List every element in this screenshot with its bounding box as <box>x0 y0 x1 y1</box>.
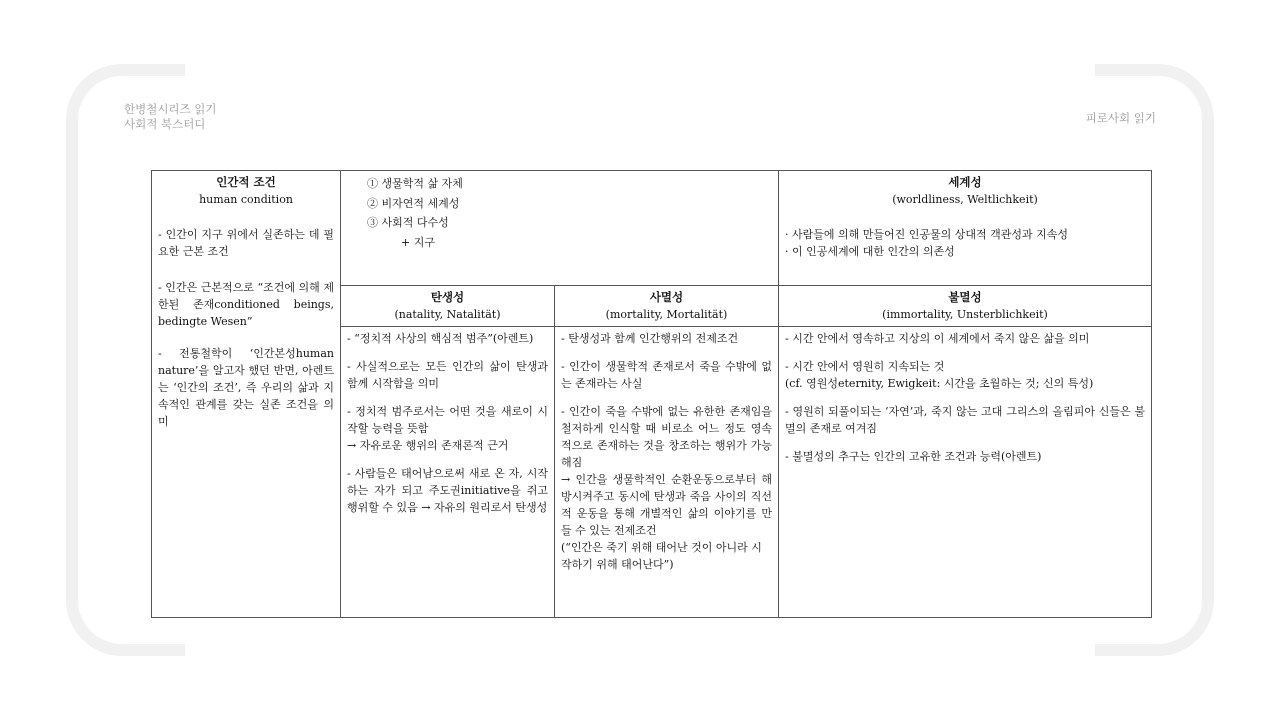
natality-p4: - 사람들은 태어남으로써 새로 온 자, 시작하는 자가 되고 주도권initiative을 쥐고 행위할 수 있음 → 자유의 원리로서 탄생성 <box>347 467 548 514</box>
immortality-p1: - 시간 안에서 영속하고 지상의 이 세계에서 죽지 않은 삶을 의미 <box>785 332 1090 345</box>
header-left <box>124 102 217 132</box>
study-title: 사회적 북스터디 <box>124 117 206 131</box>
condition-title: 인간적 조건 <box>216 175 276 189</box>
mortality-p3: - 인간이 죽을 수밖에 없는 유한한 존재임을 철저하게 인식할 때 비로소 어느 정도 영속적으로 존재하는 것을 창조하는 행위가 가능해짐 <box>561 405 772 469</box>
mortality-p3b: → 인간을 생물학적인 순환운동으로부터 해방시켜주고 동시에 탄생과 죽음 사이의 직선적 운동을 통해 개별적인 삶의 이야기를 만들 수 있는 전제조건 <box>561 473 772 537</box>
mortality-subtitle: (mortality, Mortalität) <box>605 308 728 321</box>
natality-header <box>341 286 555 327</box>
immortality-title: 불멸성 <box>948 290 982 304</box>
worldliness-title: 세계성 <box>948 175 982 189</box>
natality-p3: - 정치적 범주로서는 어떤 것을 새로이 시작할 능력을 뜻함 <box>347 405 548 435</box>
human-condition-table <box>151 170 1152 618</box>
immortality-subtitle: (immortality, Unsterblichkeit) <box>882 308 1048 321</box>
mortality-title: 사멸성 <box>649 290 684 304</box>
natality-p1: - “정치적 사상의 핵심적 범주”(아렌트) <box>347 332 534 345</box>
condition-p2: - 인간은 근본적으로 “조건에 의해 제한된 존재conditioned beings, bedingte Wesen” <box>158 281 334 328</box>
mortality-p3c: (“인간은 죽기 위해 태어난 것이 아니라 시작하기 위해 태어난다”) <box>561 541 762 571</box>
condition-item-3: ③ 사회적 다수성 <box>367 216 449 229</box>
condition-p1: - 인간이 지구 위에서 실존하는 데 필요한 근본 조건 <box>158 228 334 258</box>
mortality-body <box>555 327 779 618</box>
frame-gap-bottom <box>185 640 1095 662</box>
immortality-body <box>779 327 1152 618</box>
frame-gap-top <box>185 60 1095 82</box>
immortality-p3: - 영원히 되풀이되는 ‘자연’과, 죽지 않는 고대 그리스의 올림피아 신들은 불멸의 존재로 여겨짐 <box>785 405 1145 435</box>
worldliness-bullet-1: · 사람들에 의해 만들어진 인공물의 상대적 객관성과 지속성 <box>785 228 1068 241</box>
mortality-p2: - 인간이 생물학적 존재로서 죽을 수밖에 없는 존재라는 사실 <box>561 360 772 390</box>
mortality-p1: - 탄생성과 함께 인간행위의 전제조건 <box>561 332 739 345</box>
natality-body <box>341 327 555 618</box>
condition-item-2: ② 비자연적 세계성 <box>367 196 460 210</box>
condition-cell <box>152 171 341 618</box>
worldliness-subtitle: (worldliness, Weltlichkeit) <box>892 193 1038 206</box>
natality-subtitle: (natality, Natalität) <box>394 308 501 321</box>
natality-p3b: → 자유로운 행위의 존재론적 근거 <box>347 439 509 452</box>
immortality-p2b: (cf. 영원성eternity, Ewigkeit: 시간을 초월하는 것; 신의 특성) <box>785 377 1094 390</box>
condition-subtitle: human condition <box>199 193 293 206</box>
immortality-p2: - 시간 안에서 영원히 지속되는 것 <box>785 360 945 373</box>
worldliness-bullet-2: · 이 인공세계에 대한 인간의 의존성 <box>785 245 955 258</box>
worldliness-cell <box>779 171 1152 286</box>
natality-title: 탄생성 <box>430 290 465 304</box>
condition-item-1: ① 생물학적 삶 자체 <box>367 177 463 190</box>
conditions-list-cell <box>341 171 779 286</box>
immortality-header <box>779 286 1152 327</box>
mortality-header <box>555 286 779 327</box>
natality-p2: - 사실적으로는 모든 인간의 삶이 탄생과 함께 시작함을 의미 <box>347 360 548 390</box>
header-right: 피로사회 읽기 <box>1085 111 1156 125</box>
series-title: 한병철시리즈 읽기 <box>124 102 217 116</box>
immortality-p4: - 불멸성의 추구는 인간의 고유한 조건과 능력(아렌트) <box>785 450 1042 463</box>
condition-plus: + 지구 <box>401 235 435 249</box>
condition-p3: - 전통철학이 ‘인간본성human nature’을 알고자 했던 반면, 아렌트는 ‘인간의 조건’, 즉 우리의 삶과 지속적인 관계를 갖는 실존 조건을 의미 <box>158 347 334 428</box>
